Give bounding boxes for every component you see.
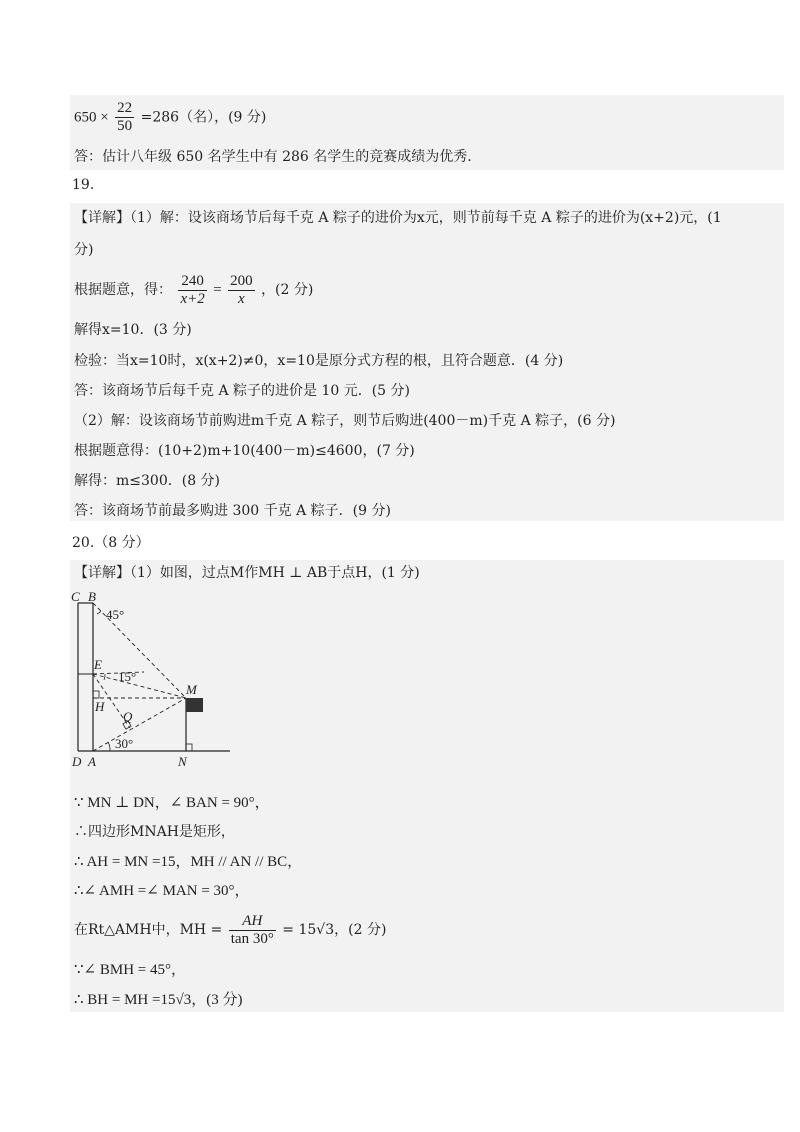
label-angle-15: 15° xyxy=(118,669,137,684)
q19-line-3: 解得x=10．(3 分) xyxy=(74,322,192,338)
q18-formula-prefix: 650 × xyxy=(74,109,109,126)
q20-line-1: 【详解】（1）如图，过点M作MH ⊥ AB于点H，(1 分) xyxy=(74,565,420,581)
q20-line-6-prefix: 在Rt△AMH中，MH = xyxy=(74,922,223,938)
label-E: E xyxy=(94,657,102,672)
q20-line-3: ∴四边形MNAH是矩形， xyxy=(74,824,235,840)
label-A: A xyxy=(88,754,96,768)
q19-line-2-prefix: 根据题意，得： xyxy=(74,282,172,298)
q20-line-8: ∴ BH = MH =15√3，(3 分) xyxy=(74,992,243,1008)
q18-formula xyxy=(74,100,266,135)
q19-number: 19. xyxy=(72,177,95,193)
q19-line-7: 根据题意得：(10+2)m+10(400－m)≤4600，(7 分) xyxy=(74,443,415,459)
q20-line-6 xyxy=(74,910,386,950)
q19-line-1b: 分) xyxy=(74,242,94,258)
q20-line-7: ∵∠ BMH = 45°， xyxy=(74,962,186,978)
q19-line-6: （2）解：设该商场节前购进m千克 A 粽子，则节后购进(400－m)千克 A 粽子，(6 分) xyxy=(74,413,616,429)
q20-line-5: ∴∠ AMH =∠ MAN = 30°， xyxy=(74,883,250,899)
label-Q: Q xyxy=(123,709,133,724)
q18-answer: 答：估计八年级 650 名学生中有 286 名学生的竞赛成绩为优秀. xyxy=(74,149,472,165)
q20-number: 20.（8 分） xyxy=(72,535,150,551)
label-D: D xyxy=(72,754,82,768)
q19-line-4: 检验：当x=10时，x(x+2)≠0，x=10是原分式方程的根，且符合题意．(4 分) xyxy=(74,353,564,369)
label-B: B xyxy=(88,589,96,604)
label-M: M xyxy=(186,682,197,697)
label-H: H xyxy=(95,699,105,714)
q18-fraction: $\frac{22}{50}$ xyxy=(117,100,133,134)
q19-line-5: 答：该商场节后每千克 A 粽子的进价是 10 元．(5 分) xyxy=(74,383,411,399)
label-N: N xyxy=(178,754,187,768)
q19-line-9: 答：该商场节前最多购进 300 千克 A 粽子．(9 分) xyxy=(74,503,391,519)
q20-line-2: ∵ MN ⊥ DN，∠ BAN = 90°， xyxy=(74,795,270,811)
q20-line-4: ∴ AH = MN =15，MH // AN // BC， xyxy=(74,854,303,870)
q19-fraction-2: $\frac{200}{x}$ xyxy=(230,272,253,307)
q19-line-8: 解得：m≤300．(8 分) xyxy=(74,473,221,489)
q19-fraction-1: $\frac{240}{x+2}$ xyxy=(180,272,205,307)
q19-line-1: 【详解】（1）解：设该商场节后每千克 A 粽子的进价为x元，则节前每千克 A 粽子的进价为(x+2)元，(1 xyxy=(74,210,722,226)
q18-formula-suffix: =286（名），(9 分) xyxy=(140,109,267,126)
q19-line-2: 根据题意，得： $\frac{240}{x+2}$ = $\frac{200}{x}$ ，(2 分) xyxy=(74,272,314,307)
geometry-figure xyxy=(68,588,238,768)
q19-line-2-suffix: ，(2 分) xyxy=(261,282,314,298)
label-C: C xyxy=(71,589,80,604)
label-angle-45: 45° xyxy=(106,607,125,622)
label-angle-30: 30° xyxy=(115,736,134,751)
q20-fraction: $\frac{AH}{\tan 30^\circ}$ xyxy=(230,912,274,947)
q20-line-6-suffix: = 15√3，(2 分) xyxy=(282,922,387,938)
